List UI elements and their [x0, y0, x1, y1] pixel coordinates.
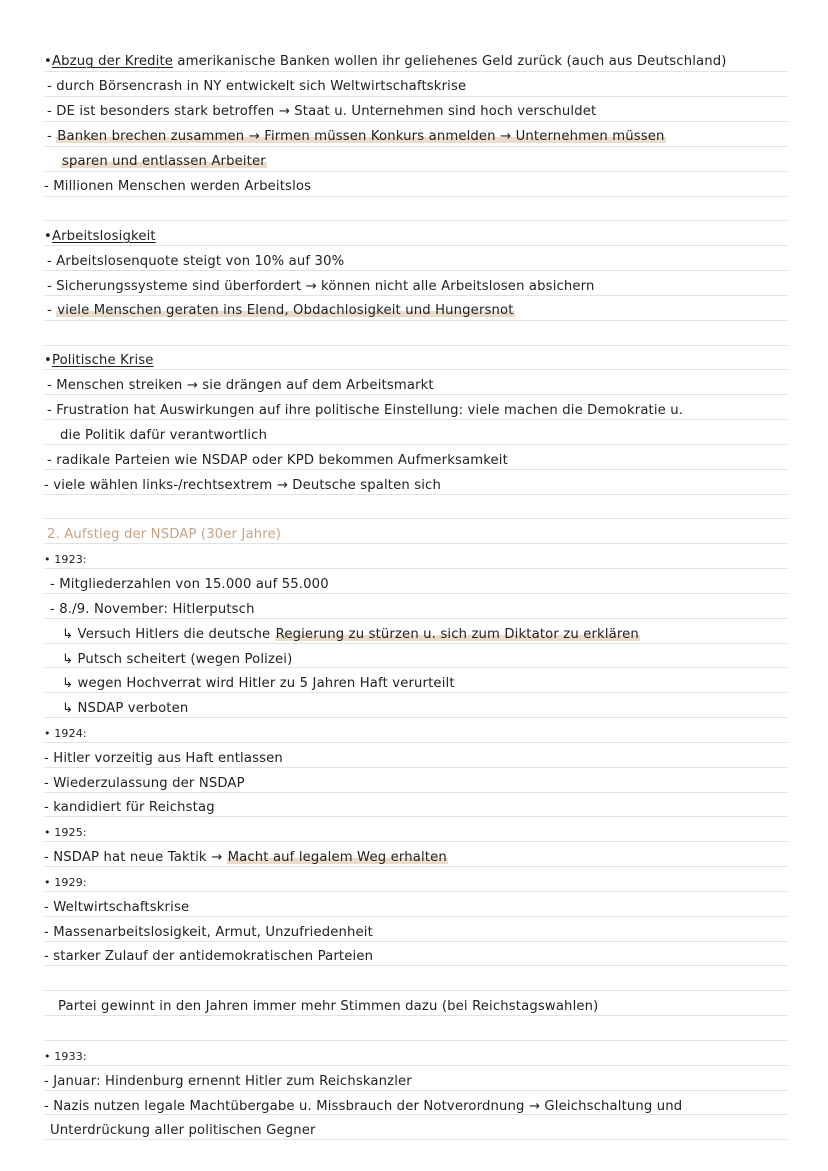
year-label: • 1929:: [44, 876, 87, 889]
text-line: Unterdrückung aller politischen Gegner: [50, 1123, 316, 1138]
text-line: - Weltwirtschaftskrise: [44, 900, 190, 915]
text-line: [62, 624, 640, 646]
text-line: - radikale Parteien wie NSDAP oder KPD bekommen Aufmerksamkeit: [47, 453, 508, 468]
text-line: - Millionen Menschen werden Arbeitslos: [44, 179, 312, 194]
text-line: - kandidiert für Reichstag: [44, 800, 215, 815]
highlighted-text: sparen und entlassen Arbeiter: [62, 154, 266, 169]
bullet: •: [44, 54, 52, 69]
ruled-line: [45, 518, 787, 519]
ruled-line: [45, 1040, 787, 1041]
highlighted-text: Regierung zu stürzen u. sich zum Diktator zu erklären: [275, 627, 639, 642]
ruled-line: [45, 1065, 787, 1066]
ruled-line: [45, 742, 787, 743]
bullet: •: [44, 229, 52, 244]
bullet: •: [44, 353, 52, 368]
section-title-kredite: Abzug der Kredite: [51, 54, 174, 69]
ruled-line: [45, 369, 787, 370]
ruled-line: [45, 990, 787, 991]
text-line: - viele wählen links-/rechtsextrem → Deutsche spalten sich: [44, 478, 441, 493]
highlighted-text: Macht auf legalem Weg erhalten: [227, 850, 447, 865]
text-line: - Wiederzulassung der NSDAP: [44, 776, 245, 791]
ruled-line: [45, 891, 787, 892]
year-label: • 1933:: [44, 1050, 87, 1063]
ruled-line: [45, 345, 787, 346]
text: ↳ Versuch Hitlers die deutsche: [62, 627, 275, 642]
section-title-arbeitslosigkeit: Arbeitslosigkeit: [51, 229, 156, 244]
text-line: die Politik dafür verantwortlich: [60, 428, 268, 443]
text-line: - durch Börsencrash in NY entwickelt sich Weltwirtschaftskrise: [47, 79, 467, 94]
text-line: - Frustration hat Auswirkungen auf ihre politische Einstellung: viele machen die Demokratie u.: [47, 403, 684, 418]
year-label: • 1925:: [44, 826, 87, 839]
text-line: - Sicherungssysteme sind überfordert → können nicht alle Arbeitslosen absichern: [47, 279, 595, 294]
text-line: [44, 847, 448, 869]
highlighted-text: viele Menschen geraten ins Elend, Obdachlosigkeit und Hungersnot: [57, 303, 514, 318]
text-line: - Nazis nutzen legale Machtübergabe u. Missbrauch der Notverordnung → Gleichschaltung und: [44, 1099, 683, 1114]
year-label: • 1924:: [44, 727, 87, 740]
text-line: [47, 126, 666, 148]
text-line: [44, 51, 727, 73]
text-line: - Januar: Hindenburg ernennt Hitler zum Reichskanzler: [44, 1074, 412, 1089]
section-heading-nsdap: 2. Aufstieg der NSDAP (30er Jahre): [47, 527, 282, 542]
text: - NSDAP hat neue Taktik →: [44, 850, 227, 865]
text-line: [61, 151, 267, 173]
highlighted-text: Banken brechen zusammen → Firmen müssen Konkurs anmelden → Unternehmen müssen: [57, 129, 665, 144]
text-line: - Hitler vorzeitig aus Haft entlassen: [44, 751, 283, 766]
text-line: - Arbeitslosenquote steigt von 10% auf 30%: [47, 254, 345, 269]
ruled-line: [45, 245, 787, 246]
text-line: ↳ Putsch scheitert (wegen Polizei): [62, 652, 293, 667]
text-line: [47, 300, 515, 322]
year-label: • 1923:: [44, 553, 87, 566]
text-line: - Mitgliederzahlen von 15.000 auf 55.000: [50, 577, 329, 592]
text-line: [44, 350, 154, 372]
ruled-line: [45, 568, 787, 569]
dash: -: [47, 129, 57, 144]
text-line: ↳ wegen Hochverrat wird Hitler zu 5 Jahren Haft verurteilt: [62, 676, 455, 691]
text-line: - starker Zulauf der antidemokratischen Parteien: [44, 949, 374, 964]
text-line: - Menschen streiken → sie drängen auf dem Arbeitsmarkt: [47, 378, 434, 393]
text-line: [44, 226, 156, 248]
ruled-line: [45, 841, 787, 842]
section-title-politische-krise: Politische Krise: [51, 353, 154, 368]
dash: -: [47, 303, 57, 318]
text-line: ↳ NSDAP verboten: [62, 701, 189, 716]
text-line: - DE ist besonders stark betroffen → Staat u. Unternehmen sind hoch verschuldet: [47, 104, 597, 119]
text: amerikanische Banken wollen ihr geliehenes Geld zurück (auch aus Deutschland): [173, 54, 727, 69]
text-line: - 8./9. November: Hitlerputsch: [50, 602, 255, 617]
ruled-line: [45, 220, 787, 221]
text-line: - Massenarbeitslosigkeit, Armut, Unzufriedenheit: [44, 925, 373, 940]
text-line: Partei gewinnt in den Jahren immer mehr Stimmen dazu (bei Reichstagswahlen): [58, 999, 599, 1014]
